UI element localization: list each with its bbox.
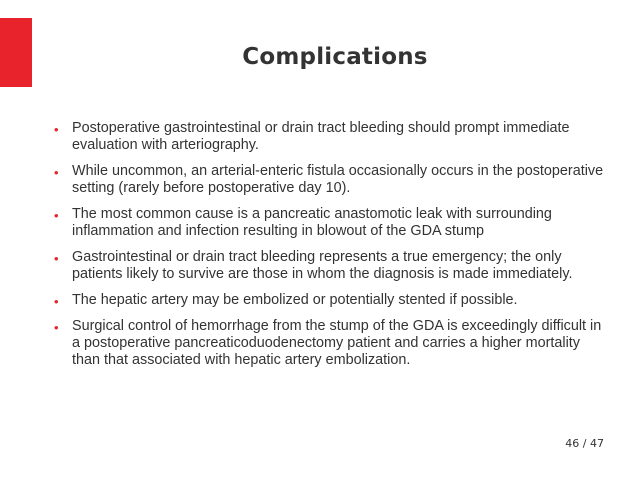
slide-title: Complications <box>242 44 428 70</box>
bullet-marker: • <box>54 294 59 309</box>
bullet-item <box>52 292 607 309</box>
bullet-item <box>52 318 607 369</box>
bullet-marker: • <box>54 251 59 266</box>
bullet-item <box>52 120 607 154</box>
accent-bar <box>0 18 32 87</box>
bullet-text: While uncommon, an arterial-enteric fistula occasionally occurs in the postoperative setting (rarely before postoperative day 10). <box>72 163 604 196</box>
page-number: 46 / 47 <box>565 437 604 450</box>
bullet-marker: • <box>54 165 59 180</box>
bullet-text: Postoperative gastrointestinal or drain tract bleeding should prompt immediate evaluation with arteriography. <box>72 120 570 153</box>
bullet-list <box>52 120 607 378</box>
bullet-marker: • <box>54 122 59 137</box>
bullet-marker: • <box>54 208 59 223</box>
bullet-item <box>52 206 607 240</box>
bullet-item <box>52 249 607 283</box>
bullet-marker: • <box>54 320 59 335</box>
bullet-item <box>52 163 607 197</box>
bullet-text: Gastrointestinal or drain tract bleeding represents a true emergency; the only patients likely to survive are those in whom the diagnosis is made immediately. <box>72 249 573 282</box>
bullet-text: The most common cause is a pancreatic anastomotic leak with surrounding inflammation and infection resulting in blowout of the GDA stump <box>72 206 552 239</box>
bullet-text: The hepatic artery may be embolized or potentially stented if possible. <box>72 292 518 308</box>
bullet-text: Surgical control of hemorrhage from the stump of the GDA is exceedingly difficult in a postoperative pancreaticoduodenectomy patient and carries a higher mortality than that associated with hepatic artery embolization. <box>72 318 602 368</box>
